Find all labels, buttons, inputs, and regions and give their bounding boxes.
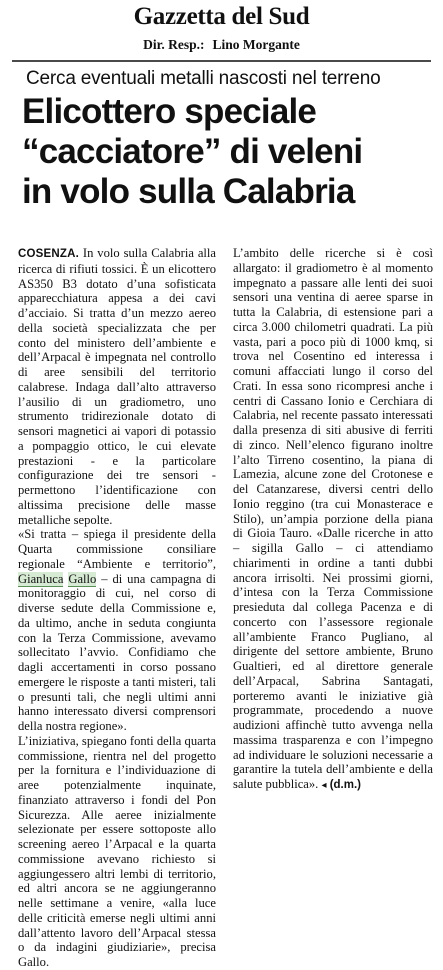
- article-paragraph-4: [233, 246, 433, 794]
- author-signature: (d.m.): [329, 779, 361, 791]
- director-name: Lino Morgante: [212, 37, 300, 52]
- paragraph-4-text: L’ambito delle ricerche si è così allargato: il gradiometro è al momento impegnato a passare alle lenti dei suoi sensori una ventina di aeree sparse in tutta la Calabria, di estensione pari a circa 3.000 chilometri quadrati. La più vasta, pari a poco più di 1000 kmq, si trova nel Cosentino ed interessa i comuni affacciati lungo il corso del Crati. In essa sono ricompresi anche i centri di Cassano Ionio e Cerchiara di Calabria, nel recente passato interessati dalla presenza di siti abusive di ferriti di zinco. Nell’elenco figurano inoltre l’alto Tirreno cosentino, la piana di Lamezia, alcune zone del Crotonese e del Catanzarese, diversi centri dello Ionio reggino (tra cui Monasterace e Stilo), un’ampia porzione della piana di Gioia Tauro. «Dalle ricerche in atto – sigilla Gallo – ci attendiamo chiarimenti in ordine a tanti dubbi ancora irrisolti. Nei prossimi giorni, d’intesa con la Terza Commissione presieduta dal collega Pacenza e di concerto con l’assessore regionale all’ambiente Franco Pugliano, al dirigente del settore ambiente, Bruno Gualtieri, ed al direttore generale dell’Arpacal, Sabrina Santagati, porteremo avanti le iniziative già programmate, procedendo a nuove audizioni affinchè tutto avvenga nella massima trasparenza e con l’impegno ad individuare le soluzioni necessarie a garantire la tutela dell’ambiente e della salute pubblica».: [233, 246, 433, 791]
- masthead-divider: [12, 60, 431, 62]
- end-triangle-icon: ◂: [321, 780, 327, 791]
- newspaper-masthead: Gazzetta del Sud: [133, 3, 310, 30]
- paragraph-2-rest: – di una campagna di monitoraggio di cui, nel corso di diverse sedute della Commissione e, da ultimo, anche in seduta congiunta con la Terza Commissione, avevamo sollecitato l’avvio. Confidiamo che dagli accertamenti in corso possano emergere le risposte a tanti misteri, tali o presunti tali, che negli ultimi anni hanno interessato diversi comprensori della nostra regione».: [18, 571, 216, 733]
- article-column-right: [233, 246, 433, 794]
- highlighted-name-first: Gianluca: [18, 571, 64, 586]
- paragraph-1-text: In volo sulla Calabria alla ricerca di rifiuti tossici. È un elicottero AS350 B3 dotato d’una sofisticata apparecchiatura appesa a dei cavi d’acciaio. Si tratta d’un mezzo aereo della società specializzata che per conto del ministero dell’ambiente e dell’Arpacal è impegnata nel controllo di aree sensibili del territorio calabrese. Indaga dall’alto attraverso l’ausilio di un gradiometro, uno strumento tridirezionale dotato di sensori magnetici ai vapori di potassio a pompaggio ottico, le cui elevate prestazioni - e la particolare configurazione dei tre sensori - permettono l’identificazione con altissima precisione delle masse metalliche sepolte.: [18, 246, 216, 527]
- article-paragraph-3: L’iniziativa, spiegano fonti della quarta commissione, rientra nel del progetto per la fornitura e l’individuazione di aree potenzialmente inquinate, finanziato attraverso i fondi del Pon Sicurezza. Alle aeree inizialmente selezionate per essere sottoposte allo screening aereo l’Arpacal e la quarta commissione avevano richiesto si aggiungessero altri lembi di territorio, ed altri ancora se ne aggiungeranno nelle settimane a venire, «alla luce delle criticità emerse negli ultimi anni dall’attento lavoro dell’Arpacal stessa o da indagini giudiziarie», precisa Gallo.: [18, 733, 216, 969]
- headline-line-1: Elicottero speciale: [22, 92, 317, 131]
- director-line: [0, 36, 443, 54]
- article-column-left: [18, 246, 216, 970]
- highlighted-name-last: Gallo: [68, 571, 97, 586]
- paragraph-2-lead: «Si tratta – spiega il presidente della Quarta commissione consiliare regionale “Ambiente e territorio”,: [18, 527, 216, 571]
- article-headline: [22, 92, 432, 212]
- dateline: COSENZA.: [18, 248, 80, 260]
- article-paragraph-2: [18, 527, 216, 734]
- director-label: Dir. Resp.:: [143, 37, 205, 52]
- headline-line-3: in volo sulla Calabria: [22, 172, 355, 211]
- headline-line-2: “cacciatore” di veleni: [22, 132, 363, 171]
- article-kicker: Cerca eventuali metalli nascosti nel terreno: [26, 68, 381, 89]
- article-paragraph-1: [18, 246, 216, 527]
